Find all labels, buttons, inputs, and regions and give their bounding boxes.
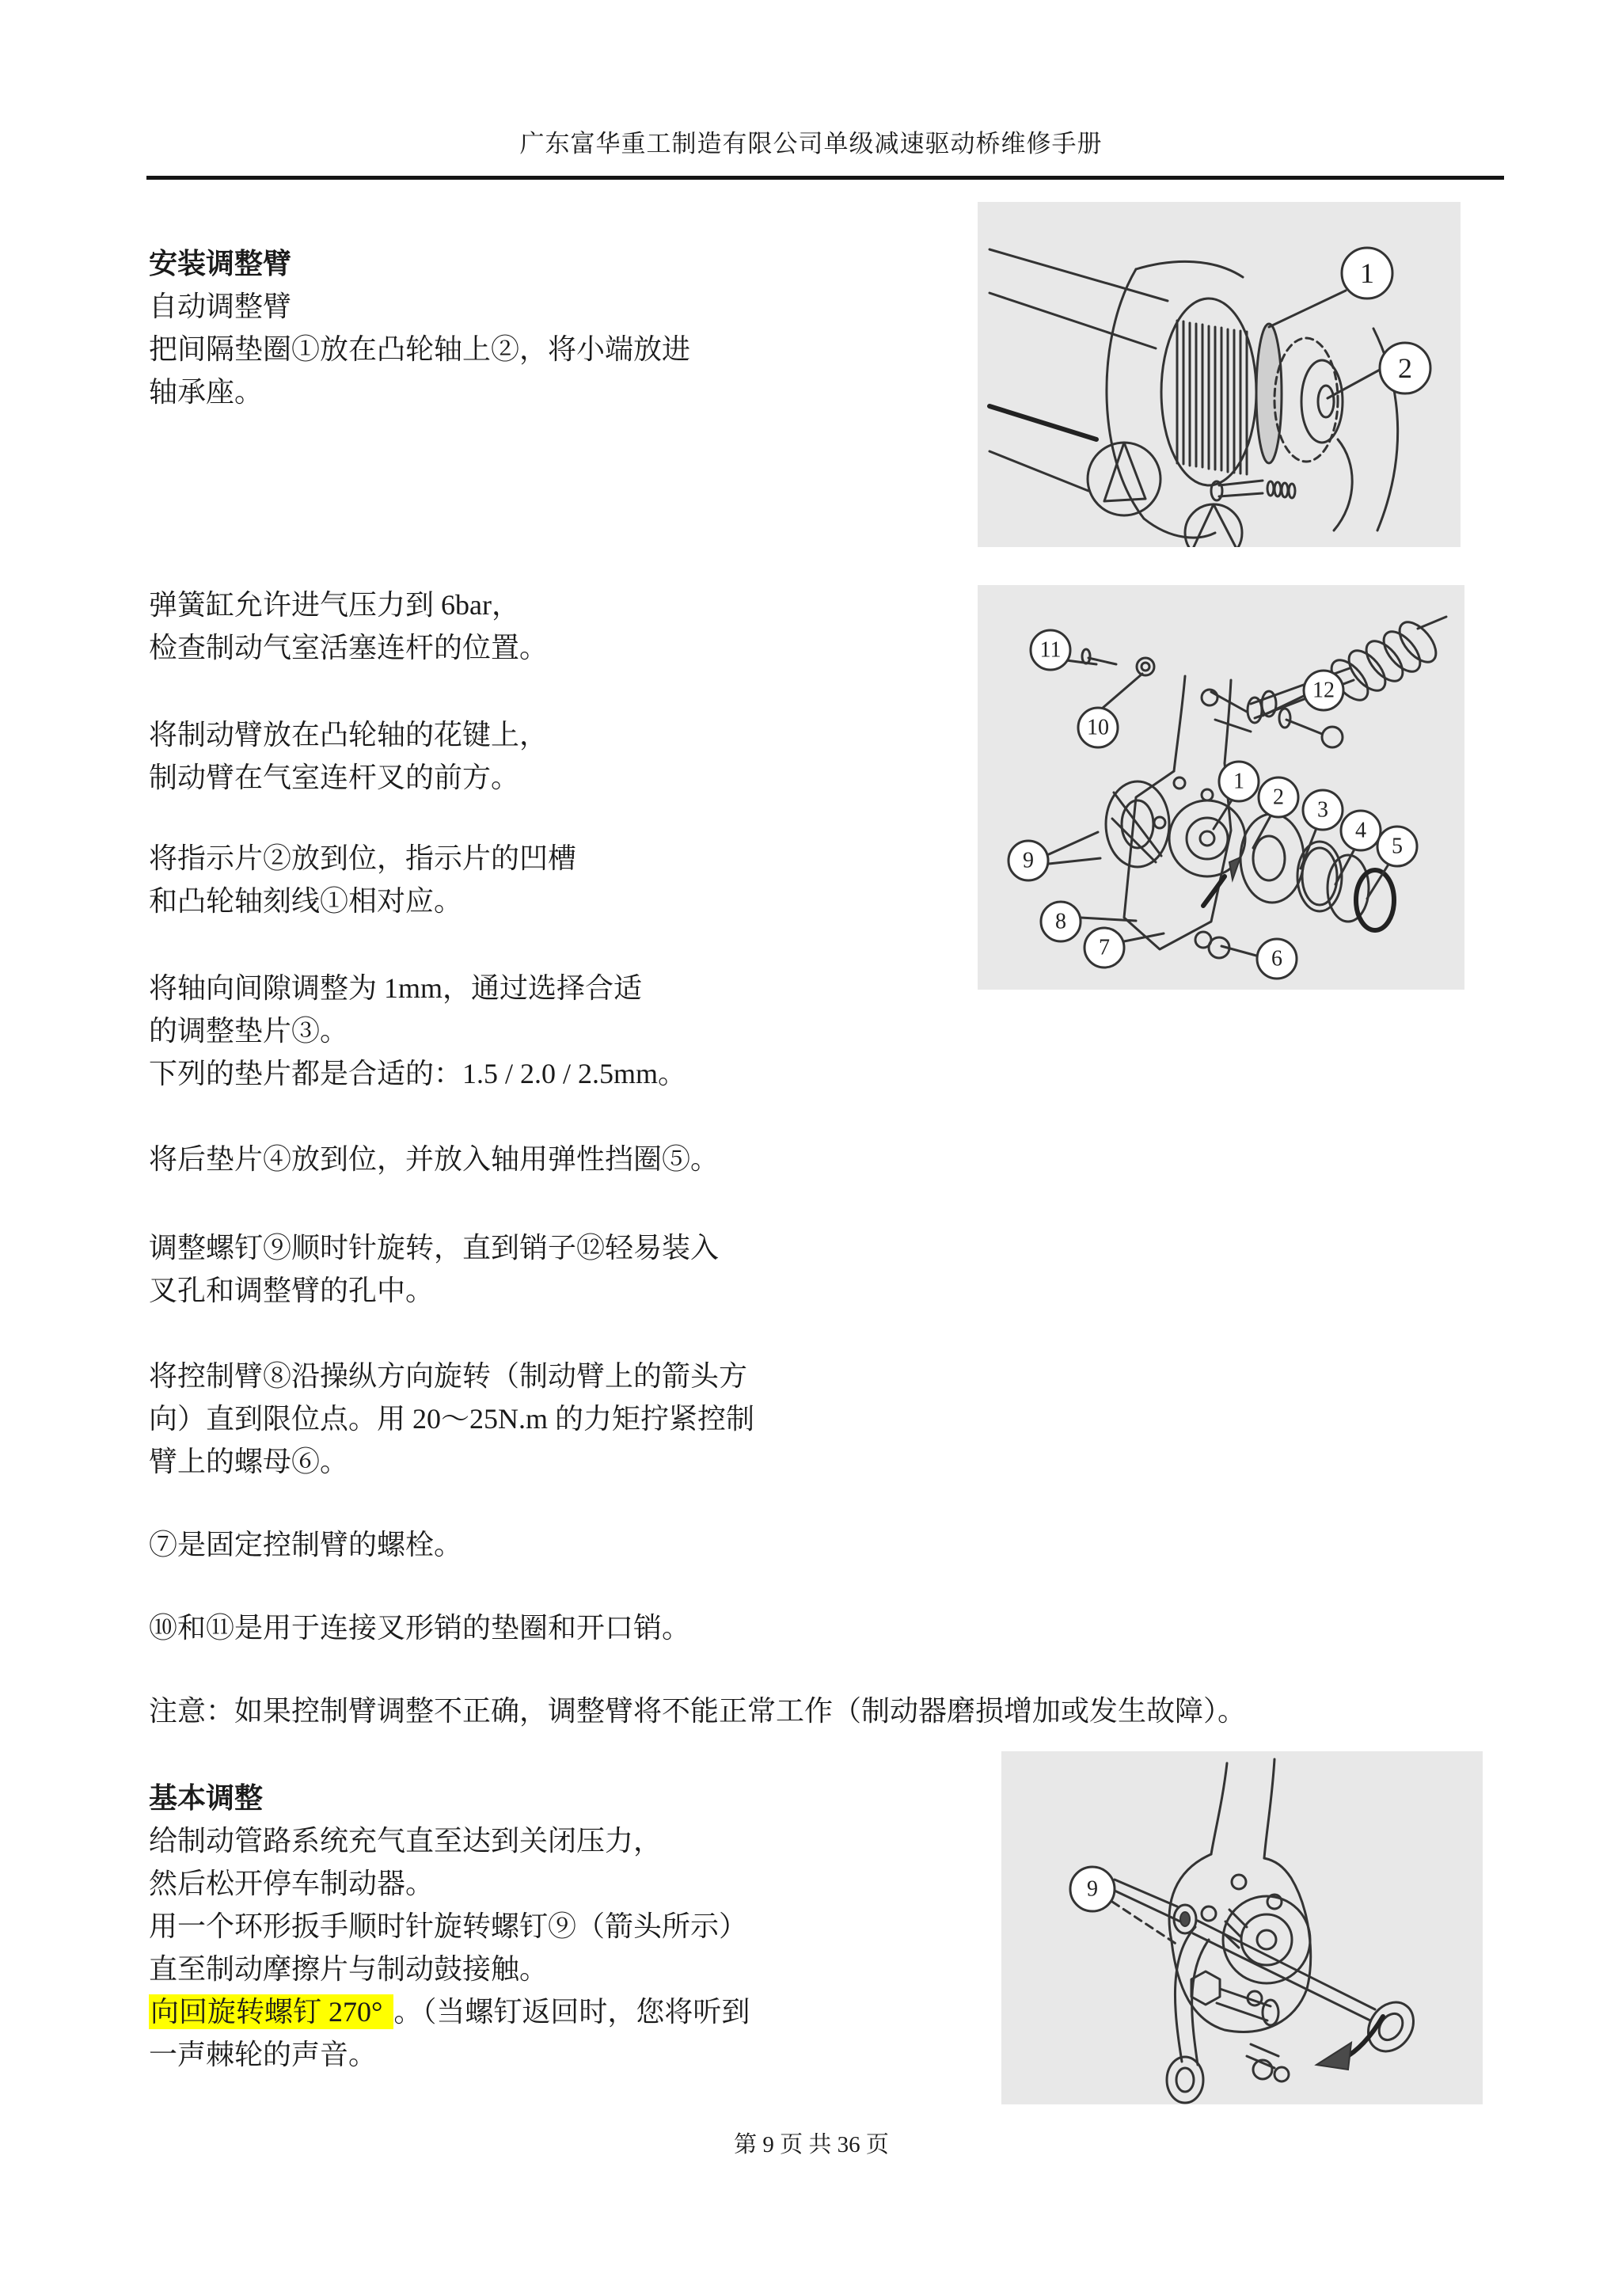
paragraph-bolt7 <box>149 1523 462 1566</box>
callout-4-label: 4 <box>1355 818 1366 843</box>
callout-2 <box>1380 343 1430 393</box>
text-line: 用一个环形扳手顺时针旋转螺钉⑨（箭头所示） <box>149 1910 748 1942</box>
figure1-drawing <box>978 202 1461 547</box>
paragraph-washers <box>149 1606 690 1649</box>
text-line: 直至制动摩擦片与制动鼓接触。 <box>149 1953 549 1985</box>
figure2-drawing <box>978 585 1464 990</box>
figure-exploded-adjuster <box>978 585 1464 990</box>
text-line: 向）直到限位点。用 20～25N.m 的力矩拧紧控制 <box>149 1403 755 1435</box>
header-rule <box>146 176 1504 180</box>
text-line: 下列的垫片都是合适的：1.5 / 2.0 / 2.5mm。 <box>149 1058 687 1089</box>
callout-9 <box>1009 841 1048 880</box>
paragraph-basic-adjust <box>149 1777 750 2076</box>
text-line: 调整螺钉⑨顺时针旋转，直到销子⑫轻易装入 <box>149 1232 720 1264</box>
callout-9-label: 9 <box>1087 1876 1098 1902</box>
text-line: 将轴向间隙调整为 1mm，通过选择合适 <box>149 972 643 1004</box>
page-title: 广东富华重工制造有限公司单级减速驱动桥维修手册 <box>519 130 1103 158</box>
figure-camshaft-spacer <box>978 202 1461 547</box>
text-line: ⑩和⑪是用于连接叉形销的垫圈和开口销。 <box>149 1612 691 1644</box>
paragraph-spring-cylinder <box>149 584 548 669</box>
callout-6 <box>1257 939 1297 979</box>
callout-9 <box>1070 1867 1115 1911</box>
text-line: 将后垫片④放到位，并放入轴用弹性挡圈⑤。 <box>149 1143 720 1175</box>
callout-7 <box>1084 928 1124 967</box>
section-heading: 安装调整臂 <box>149 248 292 279</box>
text-line: 弹簧缸允许进气压力到 6bar， <box>149 589 520 621</box>
callout-2-label: 2 <box>1273 785 1284 810</box>
callout-11 <box>1031 630 1070 670</box>
callout-1 <box>1219 762 1259 801</box>
callout-2-label: 2 <box>1398 352 1412 384</box>
callout-2 <box>1259 777 1298 817</box>
paragraph-axial-clearance <box>149 967 686 1095</box>
callout-1 <box>1342 248 1392 298</box>
callout-11-label: 11 <box>1039 637 1062 663</box>
text-line: 臂上的螺母⑥。 <box>149 1446 349 1477</box>
page-footer: 第 9 页 共 36 页 <box>734 2132 889 2157</box>
callout-10 <box>1078 708 1118 747</box>
text-line: 给制动管路系统充气直至达到关闭压力， <box>149 1825 663 1857</box>
text-line: ⑦是固定控制臂的螺栓。 <box>149 1529 463 1560</box>
text-line: 轴承座。 <box>149 376 264 408</box>
callout-12 <box>1304 671 1343 710</box>
figure3-drawing <box>1001 1751 1483 2104</box>
paragraph-rear-shim <box>149 1138 719 1180</box>
text-after-highlight: 。（当螺钉返回时，您将听到 <box>393 1996 750 2028</box>
callout-4 <box>1341 811 1381 850</box>
text-line: 的调整垫片③。 <box>149 1015 349 1047</box>
callout-3-label: 3 <box>1317 797 1328 823</box>
paragraph-install <box>149 242 690 413</box>
text-line: 叉孔和调整臂的孔中。 <box>149 1275 435 1306</box>
callout-6-label: 6 <box>1271 946 1282 971</box>
text-line: 一声棘轮的声音。 <box>149 2039 378 2070</box>
callout-1-label: 1 <box>1360 257 1374 289</box>
callout-7-label: 7 <box>1099 935 1110 960</box>
note-line: 注意：如果控制臂调整不正确，调整臂将不能正常工作（制动器磨损增加或发生故障）。 <box>149 1695 1247 1727</box>
callout-5-label: 5 <box>1392 834 1403 859</box>
callout-5 <box>1377 827 1417 866</box>
paragraph-indicator <box>149 837 576 922</box>
callout-3 <box>1303 790 1343 830</box>
figure-basic-adjustment <box>1001 1751 1483 2104</box>
text-line: 制动臂在气室连杆叉的前方。 <box>149 762 520 793</box>
text-line: 将制动臂放在凸轮轴的花键上， <box>149 719 549 751</box>
text-line: 自动调整臂 <box>149 291 292 322</box>
callout-10-label: 10 <box>1087 715 1109 740</box>
paragraph-adjust-screw <box>149 1226 719 1312</box>
callout-1-label: 1 <box>1233 769 1244 794</box>
callout-8-label: 8 <box>1055 909 1066 934</box>
callout-9-label: 9 <box>1023 848 1034 873</box>
text-line: 把间隔垫圈①放在凸轮轴上②，将小端放进 <box>149 333 691 365</box>
section-heading: 基本调整 <box>149 1782 264 1814</box>
text-line: 然后松开停车制动器。 <box>149 1868 435 1899</box>
paragraph-note <box>149 1690 1246 1732</box>
highlighted-text: 向回旋转螺钉 270° <box>149 1994 393 2029</box>
text-line: 和凸轮轴刻线①相对应。 <box>149 885 463 917</box>
text-line: 检查制动气室活塞连杆的位置。 <box>149 632 549 663</box>
callout-8 <box>1041 902 1081 941</box>
text-line: 将控制臂⑧沿操纵方向旋转（制动臂上的箭头方 <box>149 1360 748 1392</box>
text-line <box>149 1990 750 2033</box>
text-line: 将指示片②放到位，指示片的凹槽 <box>149 842 577 874</box>
paragraph-brake-arm <box>149 713 548 799</box>
paragraph-control-arm <box>149 1355 754 1483</box>
callout-12-label: 12 <box>1312 678 1335 703</box>
